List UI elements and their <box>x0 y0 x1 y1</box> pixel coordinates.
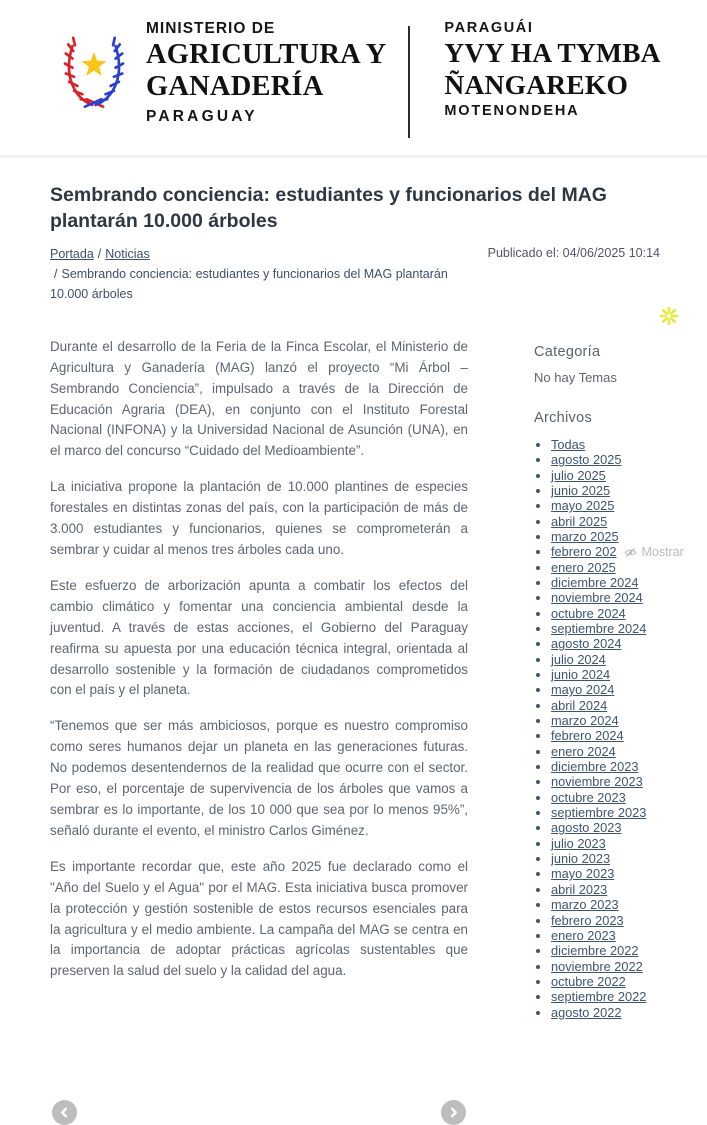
logo-agricultura: AGRICULTURA Y <box>146 38 387 70</box>
archive-item <box>551 959 684 974</box>
article-pager <box>50 1100 468 1125</box>
archive-item <box>551 836 684 851</box>
chevron-right-icon <box>448 1107 459 1118</box>
archive-item <box>551 621 684 636</box>
archive-link[interactable]: junio 2024 <box>551 667 611 682</box>
logo-left-text <box>146 20 386 126</box>
archive-link[interactable]: noviembre 2022 <box>551 958 643 974</box>
breadcrumb-separator: / <box>97 246 102 261</box>
archive-link[interactable]: enero 2025 <box>551 559 616 575</box>
archive-item <box>551 744 684 759</box>
archive-item <box>551 652 684 667</box>
archive-link[interactable]: enero 2023 <box>551 927 616 943</box>
archive-item <box>551 483 684 498</box>
archive-item <box>551 943 684 958</box>
archive-link[interactable]: mayo 2024 <box>551 682 615 698</box>
breadcrumb <box>50 244 480 304</box>
archive-link[interactable]: diciembre 2024 <box>551 574 639 590</box>
archive-item <box>551 698 684 713</box>
logo-nangareko: ÑANGAREKO <box>444 68 629 100</box>
paraguay-emblem-icon <box>55 26 133 116</box>
published-date: Publicado el: 04/06/2025 10:14 <box>487 245 660 260</box>
breadcrumb-noticias[interactable]: Noticias <box>105 246 150 261</box>
chevron-left-icon <box>59 1107 70 1118</box>
archive-link[interactable]: diciembre 2022 <box>551 943 639 959</box>
article-paragraph: La iniciativa propone la plantación de 10.000 plantines de especies forestales en distintas zonas del país, con la participación de más de 3.000 estudiantes y funcionarios, quienes se comprometerán a sembrar y cuidar al menos tres árboles cada uno. <box>50 479 468 557</box>
asterisk-burst-icon <box>659 306 679 326</box>
logo-ganaderia: GANADERÍA <box>146 71 324 103</box>
archive-item <box>551 636 684 651</box>
sidebar <box>534 337 684 1125</box>
logo-motenondeha: MOTENONDEHA <box>444 103 580 120</box>
star-icon <box>81 52 106 76</box>
logo-yvy-ha-tymba: YVY HA TYMBA <box>444 37 661 69</box>
main-content <box>0 158 707 1125</box>
archive-item <box>551 805 684 820</box>
article-paragraph: Este esfuerzo de arborización apunta a combatir los efectos del cambio climático y fomentar una conciencia ambiental desde la juventud. A través de estas acciones, el Gobierno del Paraguay reafirma su apuesta por una educación técnica integral, orientada al desarrollo sostenible y la formación de ciudadanos comprometidos con el país y el planeta. <box>50 577 468 698</box>
archives-list <box>534 437 684 1020</box>
archive-item <box>551 560 684 575</box>
archive-item <box>551 437 684 452</box>
archive-link[interactable]: septiembre 2022 <box>551 989 647 1005</box>
archive-link[interactable]: febrero 2023 <box>551 912 624 928</box>
archive-link[interactable]: marzo 2025 <box>551 528 619 544</box>
archive-item <box>551 529 684 544</box>
article-paragraph: Durante el desarrollo de la Feria de la Finca Escolar, el Ministerio de Agricultura y Ganadería (MAG) lanzó el proyecto “Mi Árbol – Sembrando Conciencia”, impulsado a través de la Dirección de Educación Agraria (DEA), en conjunto con el Instituto Forestal Nacional (INFONA) y la Universidad Nacional de Asunción (UNA), en el marco del concurso “Cuidado del Medioambiente”. <box>50 338 468 459</box>
article-body <box>50 337 468 1125</box>
breadcrumb-current: Sembrando conciencia: estudiantes y funcionarios del MAG plantarán 10.000 árboles <box>50 266 448 301</box>
breadcrumb-portada[interactable]: Portada <box>50 246 94 261</box>
next-article-button[interactable] <box>441 1100 466 1125</box>
archive-item <box>551 820 684 835</box>
archive-item <box>551 713 684 728</box>
archive-link[interactable]: octubre 2024 <box>551 605 626 621</box>
archive-link[interactable]: abril 2024 <box>551 697 608 713</box>
page-title: Sembrando conciencia: estudiantes y funcionarios del MAG plantarán 10.000 árboles <box>50 184 607 232</box>
archive-link[interactable]: mayo 2025 <box>551 498 615 514</box>
archive-item <box>551 544 684 559</box>
archive-item <box>551 498 684 513</box>
archive-link[interactable]: enero 2024 <box>551 743 616 759</box>
archive-link[interactable]: octubre 2023 <box>551 789 626 805</box>
archive-item <box>551 606 684 621</box>
article-paragraph: “Tenemos que ser más ambiciosos, porque es nuestro compromiso como seres humanos dejar un planeta en las generaciones futuras. No podemos desentendernos de la realidad que ocurre con el sector. Por eso, el porcentaje de supervivencia de los árboles que vamos a sembrar es lo importante, de los 10 000 que sea por lo menos 95%”, señaló durante el evento, el ministro Carlos Giménez. <box>50 718 468 838</box>
archive-link[interactable]: mayo 2023 <box>551 866 615 882</box>
archive-item <box>551 897 684 912</box>
category-heading: Categoría <box>534 343 601 360</box>
archive-link[interactable]: julio 2024 <box>551 651 606 667</box>
archive-item <box>551 468 684 483</box>
prev-article-button[interactable] <box>52 1100 77 1125</box>
archive-item <box>551 1005 684 1020</box>
archive-link[interactable]: julio 2023 <box>551 835 606 851</box>
archive-link[interactable]: septiembre 2023 <box>551 805 647 821</box>
breadcrumb-separator: / <box>54 266 58 281</box>
mostrar-overlay[interactable] <box>624 545 683 560</box>
archive-item <box>551 514 684 529</box>
article-meta-row <box>50 244 660 304</box>
archive-item <box>551 928 684 943</box>
archive-link[interactable]: diciembre 2023 <box>551 759 639 775</box>
archive-item <box>551 882 684 897</box>
archive-item <box>551 667 684 682</box>
archive-link[interactable]: febrero 2024 <box>551 728 624 744</box>
archive-link[interactable]: julio 2025 <box>551 467 606 483</box>
archive-item <box>551 759 684 774</box>
archive-item <box>551 913 684 928</box>
archive-link[interactable]: abril 2023 <box>551 881 608 897</box>
archive-link[interactable]: octubre 2022 <box>551 973 626 989</box>
logo-paraguay: PARAGUAY <box>146 107 258 125</box>
archive-item <box>551 851 684 866</box>
accessibility-widget-button[interactable] <box>659 306 679 326</box>
archive-link[interactable]: marzo 2024 <box>551 713 619 729</box>
article-paragraph: Es importante recordar que, este año 2025 fue declarado como el "Año del Suelo y el Agua" por el MAG. Esta iniciativa busca promover la protección y gestión sostenible de estos recursos esenciales para la agricultura y el medio ambiente. La campaña del MAG se centra en la importancia de adoptar prácticas agrícolas sustentables que preserven la salud del suelo y la calidad del agua. <box>50 858 468 979</box>
content-columns <box>50 337 684 1125</box>
logo-paraguai: PARAGUÁI <box>444 20 534 36</box>
archive-item <box>551 452 684 467</box>
archive-link[interactable]: agosto 2024 <box>551 636 622 652</box>
archives-heading: Archivos <box>534 409 592 426</box>
archive-item <box>551 774 684 789</box>
breadcrumb-current-line <box>50 264 480 304</box>
category-empty-text: No hay Temas <box>534 369 617 385</box>
logo-ministerio-de: MINISTERIO DE <box>146 20 276 37</box>
archive-link-todas[interactable]: Todas <box>551 436 586 452</box>
archive-link[interactable]: junio 2025 <box>551 482 611 498</box>
archive-link[interactable]: agosto 2025 <box>551 452 622 468</box>
archive-link[interactable]: septiembre 2024 <box>551 620 647 636</box>
site-header <box>0 0 707 138</box>
archive-link[interactable]: agosto 2023 <box>551 820 622 836</box>
archive-link[interactable]: agosto 2022 <box>551 1004 622 1020</box>
archive-link[interactable]: marzo 2023 <box>551 897 619 913</box>
archive-item <box>551 575 684 590</box>
mostrar-label: Mostrar <box>641 545 684 560</box>
archive-item <box>551 974 684 989</box>
archive-item <box>551 989 684 1004</box>
archive-link[interactable]: noviembre 2024 <box>551 590 643 606</box>
eye-off-icon <box>624 546 637 559</box>
archive-link[interactable]: abril 2025 <box>551 513 608 529</box>
archive-item <box>551 682 684 697</box>
archive-item <box>551 790 684 805</box>
archive-link[interactable]: noviembre 2023 <box>551 774 643 790</box>
archive-link[interactable]: febrero 202 <box>551 544 617 560</box>
archive-item <box>551 728 684 743</box>
logo-right-text <box>444 20 660 119</box>
archive-item <box>551 590 684 605</box>
archive-link[interactable]: junio 2023 <box>551 851 611 867</box>
logo-divider <box>408 26 410 138</box>
archive-item <box>551 866 684 881</box>
